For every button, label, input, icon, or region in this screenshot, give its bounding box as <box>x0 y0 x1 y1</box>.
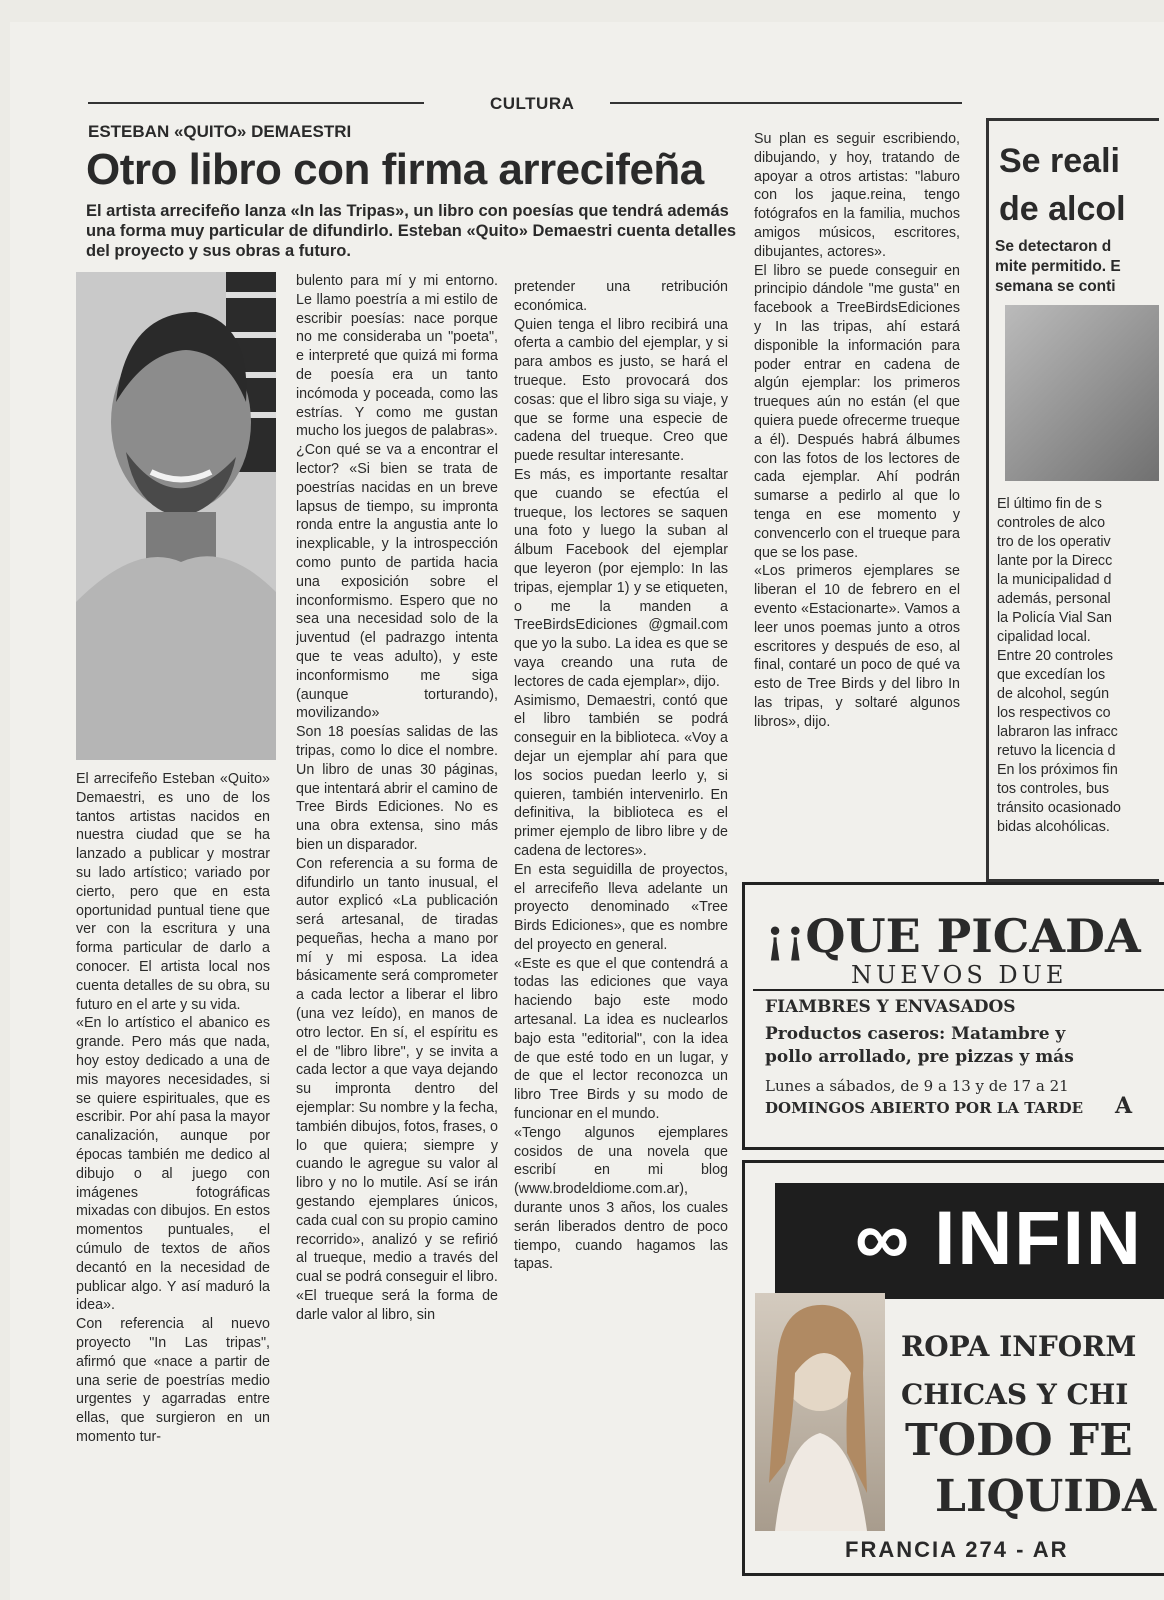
ad-picada-sunday: DOMINGOS ABIERTO POR LA TARDE <box>765 1099 1084 1117</box>
ad-picada-corner: A <box>1115 1093 1133 1119</box>
author-photo <box>76 272 276 760</box>
ad-infinito-model-photo <box>755 1293 885 1531</box>
article-column-1 <box>76 770 270 1570</box>
article-column-2 <box>296 272 498 1568</box>
column-2-paragraph-2: ¿Con qué se va a encontrar el lector? «Si bien se trata de poestrías nacidas en un breve lapsus de tiempo, su impronta ronda entre la angustia ante lo inexplicable, y la introspección como punto de partida hacia una exposición sobre el inconformismo. Espero que no sea una necesidad solo de la juventud (el padrazgo intenta que te veas adulto), y este inconformismo me siga (aunque torturando), movilizando» <box>296 442 498 722</box>
column-3-paragraph-4: Asimismo, Demaestri, contó que el libro también se podrá conseguir en la biblioteca. «Voy a dejar un ejemplar ahí para que los socios puedan leerlo y, si quieren, también intervenirlo. En definitiva, la biblioteca es el primer ejemplo de libro libre y de cadena de lectores». <box>514 692 728 859</box>
section-rule-right <box>610 102 962 104</box>
column-3-paragraph-3: Es más, es importante resaltar que cuando se efectúa el trueque, los lectores se saquen una foto y luego la suban al álbum Facebook del ejemplar que leyeron (por ejemplo: In las tripas, ejemplar 1) y se etiqueten, o me la manden a TreeBirdsEdiciones @gmail.com que yo la subo. La idea es que se vaya creando una ruta de lectores de cada ejemplar», dijo. <box>514 466 728 690</box>
column-4-paragraph-1: Su plan es seguir escribiendo, dibujando, y hoy, tratando de apoyar a otros artistas: "laburo con los jaque.reina, tengo fotógrafos en la familia, muchos amigos músicos, escritores, dibujantes, actores». <box>754 131 960 260</box>
column-3-paragraph-7: «Tengo algunos ejemplares cosidos de una novela que escribí en mi blog (www.brodeldiome.com.ar), durante unos 3 años, los cuales serán liberados dentro de poco tiempo, cuando hagamos las tapas. <box>514 1124 728 1273</box>
sidebar-body: El último fin de s controles de alco tro de los operativ lante por la Direcc la municipalidad d además, personal la Policía Vial San cipalidad local. Entre 20 controles que excedían los de alcohol, según los respectivos co labraron las infracc retuvo la licencia d En los próximos fin tos controles, bus tránsito ocasionado bidas alcohólicas. <box>997 496 1121 835</box>
article-lead: El artista arrecifeño lanza «In las Tripas», un libro con poesías que tendrá además una forma muy particular de difundirlo. Esteban «Quito» Demaestri cuenta detalles del proyecto y sus obras a futuro. <box>86 202 737 260</box>
ad-infinito-sale-1: TODO FE <box>905 1415 1133 1466</box>
column-4-paragraph-3: «Los primeros ejemplares se liberan el 10 de febrero en el evento «Estacionarte». Vamos a leer unos poemas junto a otros escritores y después de eso, al final, contaré un poco de qué va esto de Tree Birds y del libro In las tripas, y soltaré algunos libros», dijo. <box>754 563 960 730</box>
ad-infinito-brand-band <box>775 1183 1164 1299</box>
column-1-paragraph-1: El arrecifeño Esteban «Quito» Demaestri, es uno de los tantos artistas nacidos en nuestra ciudad que se ha lanzado a publicar y mostrar su lado artístico; variado por cierto, pero que en esta oportunidad puntual tiene que ver con la escritura y una forma particular de darlo a conocer. El artista local nos cuenta detalles de su obra, su futuro en el arte y su vida. <box>76 771 270 1013</box>
column-1-paragraph-3: Con referencia al nuevo proyecto "In Las tripas", afirmó que «nace a partir de una serie de poestrías medio urgentes y agarradas entre ellas, que surgieron en un momento tur- <box>76 1316 270 1445</box>
section-label: CULTURA <box>490 94 575 113</box>
ad-picada-line1: FIAMBRES Y ENVASADOS <box>765 997 1016 1017</box>
sidebar-lead: Se detectaron d mite permitido. E semana se conti <box>995 238 1121 295</box>
column-4-paragraph-2: El libro se puede conseguir en principio dándole "me gusta" en facebook a TreeBirdsEdiciones y In las tripas, ahí estará disponible la información para poder entrar en cadena de algún ejemplar: los primeros trueques aún no están (el que quiera puede ofrecerme trueque a él). Después habrá álbumes con las fotos de los lectores de cada ejemplar. Ahí podrán sumarse a pedirlo al que lo tenga en ese momento y convencerlo con el trueque para que se los pase. <box>754 262 960 561</box>
column-3-paragraph-2: Quien tenga el libro recibirá una oferta a cambio del ejemplar, y si para ambos es justo, se hará el trueque. Esto provocará dos cosas: que el libro siga su viaje, y que se forme una especie de cadena del trueque. Creo que puede resultar interesante. <box>514 316 728 465</box>
column-2-paragraph-3: Son 18 poesías salidas de las tripas, como lo dice el nombre. Un libro de unas 30 páginas, que intentará abrir el camino de Tree Birds Ediciones. No es una obra extensa, sino más bien un disparador. <box>296 724 498 853</box>
article-headline: Otro libro con firma arrecifeña <box>86 145 704 194</box>
column-1-paragraph-2: «En lo artístico el abanico es grande. Pero más que nada, hoy estoy dedicado a una de mis mayores necesidades, si se quiere espirituales, que es escribir. Por ahí pasa la mayor canalización, aunque por épocas también me dedico al dibujo o al juego con imágenes fotográficas mixadas con dibujos. En estos momentos puntuales, el cúmulo de textos de años decantó en la necesidad de publicar algo. Y así maduró la idea». <box>76 1015 270 1314</box>
ad-infinito-address: FRANCIA 274 - AR <box>845 1537 1069 1562</box>
ad-picada-title: ¡¡QUE PICADA <box>765 909 1141 963</box>
sidebar-article <box>986 118 1159 882</box>
column-2-paragraph-1: bulento para mí y mi entorno. Le llamo poestría a mi estilo de escribir poesías: nace porque no me consideraba un "poeta", e interpreté que quizá mi forma de poesía era un tanto incómoda y poceada, como las estrías. Y como me gustan mucho los juegos de palabras». <box>296 273 498 440</box>
column-3-paragraph-1: pretender una retribución económica. <box>514 279 728 314</box>
ad-picada-divider <box>753 989 1164 991</box>
article-byline: ESTEBAN «QUITO» DEMAESTRI <box>88 122 352 141</box>
ad-picada-subtitle: NUEVOS DUE <box>851 961 1068 989</box>
article-column-4 <box>754 130 960 876</box>
ad-infinito-sale-2: LIQUIDA <box>935 1471 1157 1522</box>
article-column-3 <box>514 278 728 1568</box>
column-3-paragraph-5: En esta seguidilla de proyectos, el arrecifeño lleva adelante un proyecto denominado «Tree Birds Ediciones», que es nombre del proyecto en general. <box>514 861 728 953</box>
sidebar-photo <box>1005 305 1159 481</box>
ad-infinito-tagline: ROPA INFORM CHICAS Y CHI <box>901 1330 1137 1411</box>
ad-infinito <box>742 1160 1164 1576</box>
column-2-paragraph-5: «El trueque será la forma de darle valor al libro, sin <box>296 1288 498 1323</box>
ad-picada-hours: Lunes a sábados, de 9 a 13 y de 17 a 21 <box>765 1077 1069 1095</box>
ad-picada-products: Productos caseros: Matambre y pollo arrollado, pre pizzas y más <box>765 1024 1074 1067</box>
ad-que-picada <box>742 882 1164 1150</box>
ad-infinito-brand: ∞ INFIN <box>855 1196 1143 1281</box>
column-2-paragraph-4: Con referencia a su forma de difundirlo un tanto inusual, el autor explicó «La publicación será artesanal, de tiradas pequeñas, hecha a mano por mí y mi esposa. La idea básicamente será comprometer a cada lector a liberar el libro (una vez leído), en manos de otro lector. En sí, el espíritu es el de "libro libre", y se invita a cada lector a que vaya dejando su impronta dentro del ejemplar: Su nombre y la fecha, también dibujos, fotos, frases, o lo que quiera; siempre y cuando le agregue su valor al libro y no lo mutile. Así se irán gestando ejemplares únicos, cada cual con su propio camino recorrido», analizó y se refirió al trueque, medio a través del cual se podrá conseguir el libro. <box>296 855 498 1286</box>
column-3-paragraph-6: «Este es que el que contendrá a todas las ediciones que vaya haciendo bajo este modo artesanal. La idea es nuclearlos bajo esta "editorial", con la idea de que esté todo en un lugar, y de que el lector reconozca un libro Tree Birds y su modo de funcionar en el mundo. <box>514 955 728 1123</box>
section-rule-left <box>88 102 424 104</box>
sidebar-title: Se reali de alcol <box>999 142 1126 228</box>
